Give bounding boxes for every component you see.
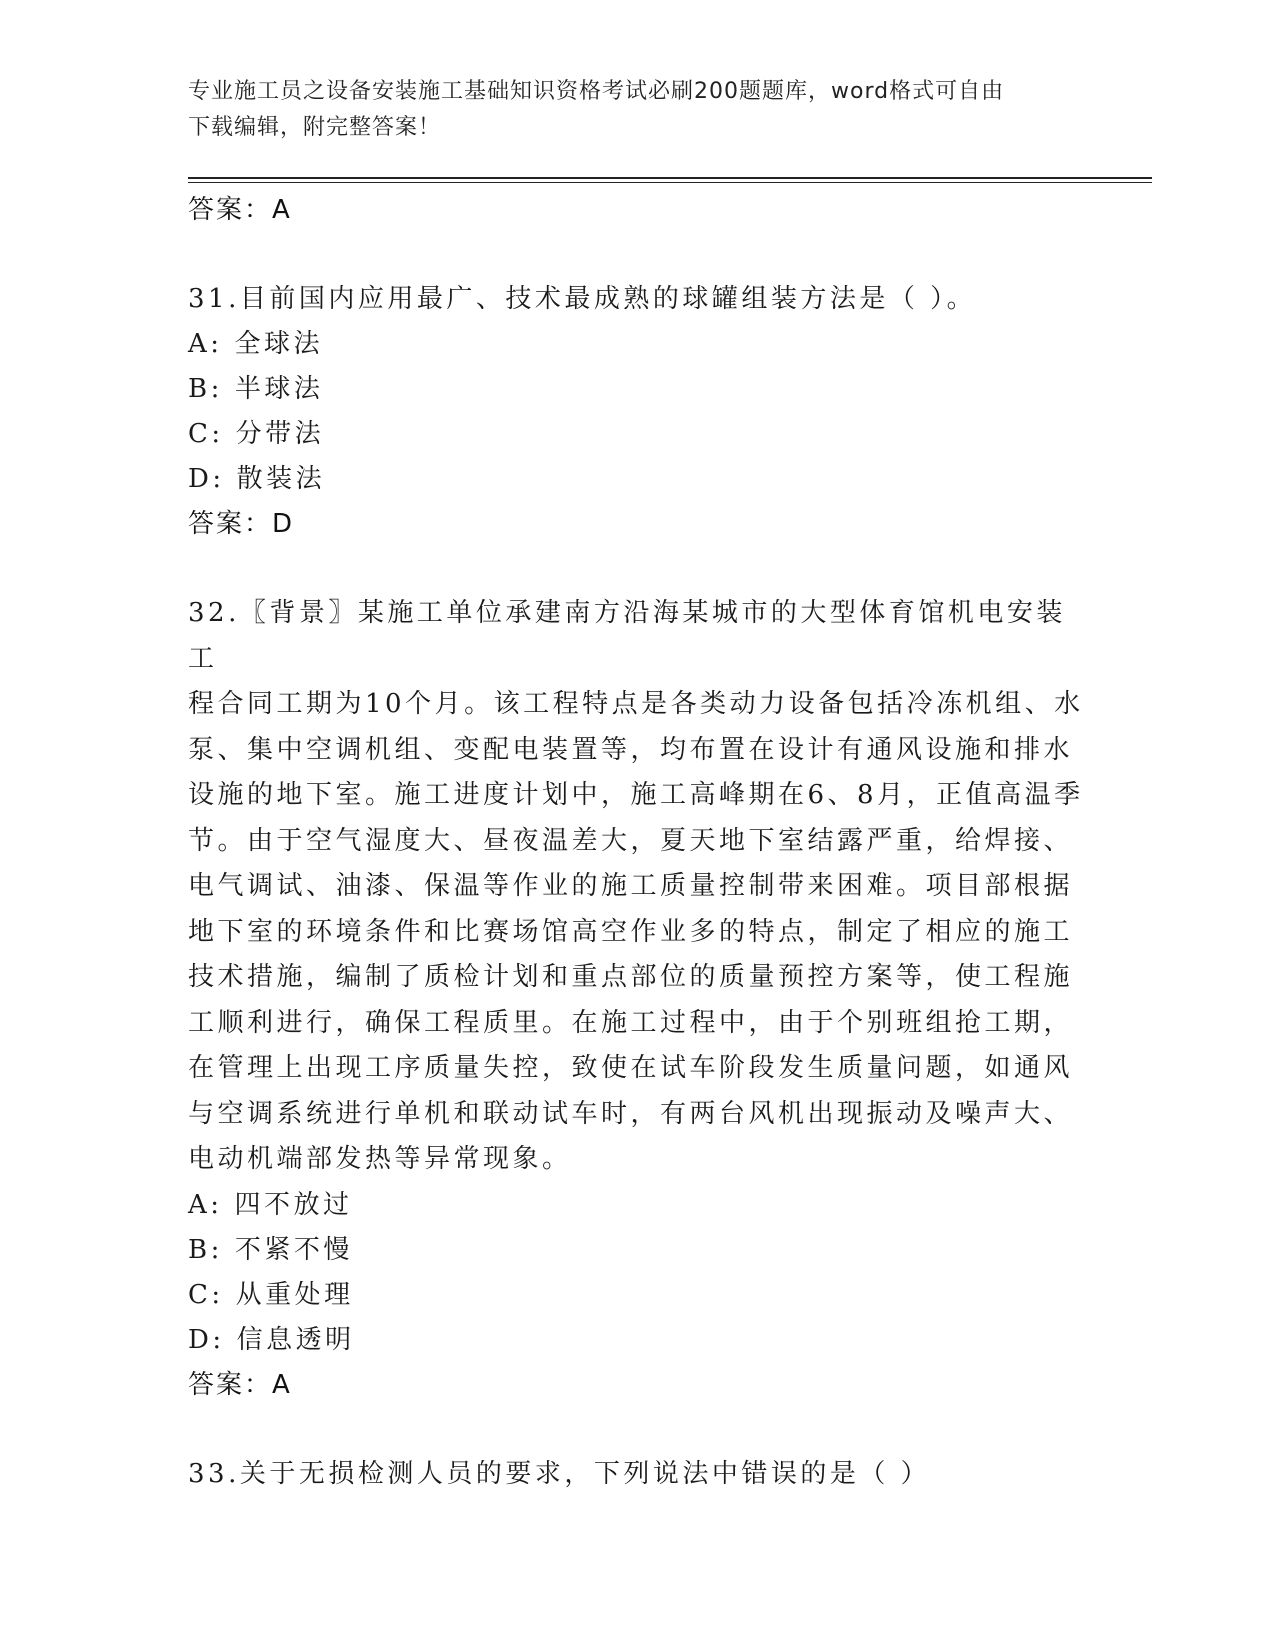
document-content [188, 188, 1088, 1497]
spacer [188, 1408, 1088, 1452]
answer-line: 答案：D [188, 509, 295, 539]
spacer [188, 233, 1088, 277]
option-b [188, 1228, 1088, 1273]
option-text: 四不放过 [234, 1189, 353, 1220]
question-stem: 33.关于无损检测人员的要求，下列说法中错误的是（ ） [188, 1458, 931, 1489]
header-line-1: 专业施工员之设备安装施工基础知识资格考试必刷200题题库，word格式可自由 [188, 79, 1005, 104]
option-key: D: [188, 464, 225, 494]
option-key: D: [188, 1324, 225, 1355]
option-text: 信息透明 [236, 1324, 355, 1355]
option-key: A: [188, 1189, 223, 1220]
question-stem-line: 电动机端部发热等异常现象。 [188, 1144, 572, 1174]
question-33 [188, 1452, 1088, 1497]
question-stem-line: 在管理上出现工序质量失控，致使在试车阶段发生质量问题，如通风 [188, 1053, 1074, 1083]
header-line-2: 下载编辑，附完整答案！ [188, 115, 442, 140]
answer-line: 答案：A [188, 1369, 292, 1400]
option-text: 全球法 [234, 329, 324, 359]
question-stem-line: 节。由于空气湿度大、昼夜温差大，夏天地下室结露严重，给焊接、 [188, 825, 1074, 856]
option-d [188, 1318, 1088, 1363]
option-text: 不紧不慢 [234, 1234, 353, 1265]
question-stem: 31.目前国内应用最广、技术最成熟的球罐组装方法是（ ）。 [188, 284, 977, 314]
option-text: 散装法 [236, 464, 326, 494]
option-key: A: [188, 329, 223, 359]
question-stem-line: 技术措施，编制了质检计划和重点部位的质量预控方案等，使工程施 [188, 962, 1074, 992]
option-key: C: [188, 1279, 224, 1310]
spacer [188, 547, 1088, 591]
option-key: B: [188, 374, 223, 404]
option-b [188, 367, 1088, 412]
header-rule-thin [188, 182, 1152, 183]
option-key: B: [188, 1234, 223, 1265]
option-text: 半球法 [234, 374, 324, 404]
answer-line: 答案：A [188, 195, 292, 225]
question-stem-line: 32.〖背景〗某施工单位承建南方沿海某城市的大型体育馆机电安装工 [188, 598, 1066, 674]
option-d [188, 457, 1088, 502]
question-stem-line: 泵、集中空调机组、变配电装置等，均布置在设计有通风设施和排水 [188, 734, 1074, 765]
question-31 [188, 277, 1088, 547]
question-stem-line: 工顺利进行，确保工程质里。在施工过程中，由于个别班组抢工期， [188, 1007, 1074, 1038]
question-stem-line: 地下室的环境条件和比赛场馆高空作业多的特点，制定了相应的施工 [188, 916, 1074, 947]
option-a [188, 1183, 1088, 1228]
header-rule-thick [188, 177, 1152, 179]
option-text: 从重处理 [235, 1279, 354, 1310]
option-a [188, 322, 1088, 367]
question-stem-line: 与空调系统进行单机和联动试车时，有两台风机出现振动及噪声大、 [188, 1098, 1074, 1129]
option-text: 分带法 [235, 419, 325, 449]
option-key: C: [188, 419, 224, 449]
question-32 [188, 591, 1088, 1408]
document-header [188, 74, 1068, 146]
option-c [188, 1273, 1088, 1318]
option-c [188, 412, 1088, 457]
question-stem-line: 程合同工期为10个月。该工程特点是各类动力设备包括冷冻机组、水 [188, 689, 1084, 719]
question-stem-line: 电气调试、油漆、保温等作业的施工质量控制带来困难。项目部根据 [188, 871, 1074, 901]
question-stem-line: 设施的地下室。施工进度计划中，施工高峰期在6、8月，正值高温季 [188, 780, 1084, 810]
